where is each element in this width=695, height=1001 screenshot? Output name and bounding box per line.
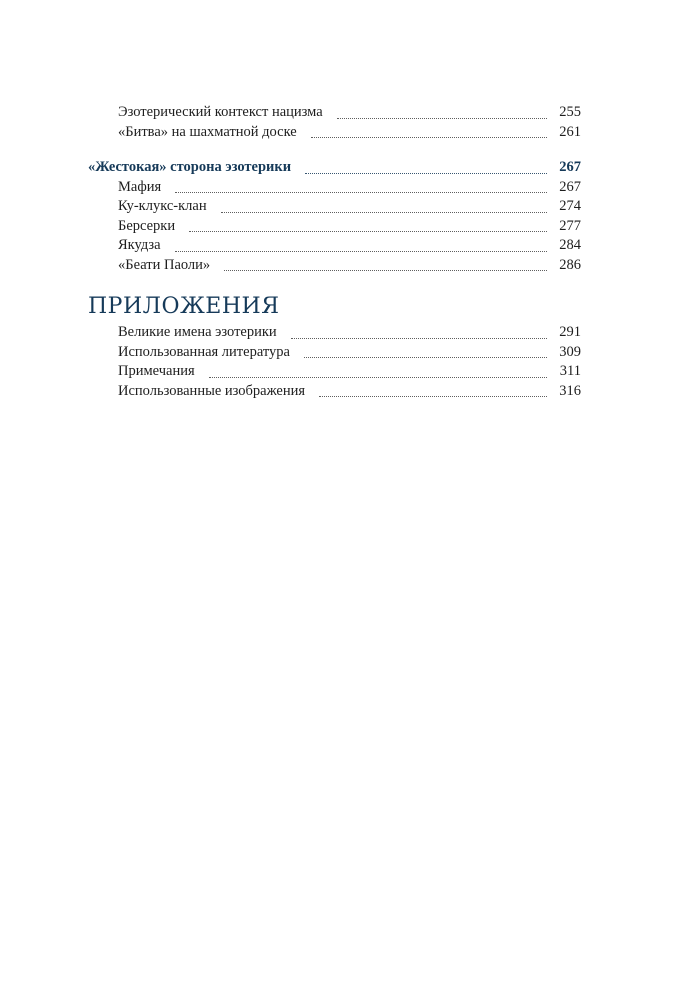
toc-entry-title: Использованные изображения	[118, 382, 306, 399]
toc-entry-page: 261	[559, 123, 581, 140]
toc-entry-title: Берсерки	[118, 217, 176, 234]
toc-entry	[88, 197, 581, 217]
appendix-heading: ПРИЛОЖЕНИЯ	[88, 294, 280, 319]
toc-entry-page: 291	[559, 324, 581, 340]
toc-entry-title: Великие имена эзотерики	[118, 324, 277, 340]
toc-entry-title: Примечания	[118, 363, 195, 379]
dot-leader	[224, 270, 547, 271]
dot-leader	[291, 338, 547, 339]
dot-leader	[305, 173, 547, 174]
toc-entry-title: Ку-клукс-клан	[118, 198, 207, 214]
toc-entry	[88, 123, 581, 143]
toc-chapter-entry	[88, 158, 581, 178]
dot-leader	[189, 231, 547, 232]
toc-top-group	[88, 103, 581, 142]
toc-entry-page: 309	[559, 343, 581, 360]
dot-leader	[175, 251, 547, 252]
toc-entry-page: 311	[559, 363, 581, 379]
toc-chapter-page: 267	[559, 159, 581, 175]
toc-entry	[88, 178, 581, 198]
toc-entry	[88, 256, 581, 276]
toc-entry	[88, 323, 581, 343]
toc-entry-title: «Битва» на шахматной доске	[118, 123, 297, 140]
toc-entry-title: «Беати Паоли»	[118, 256, 211, 273]
dot-leader	[304, 357, 547, 358]
toc-entry-title: Эзотерический контекст нацизма	[118, 104, 323, 120]
dot-leader	[337, 118, 547, 119]
dot-leader	[311, 137, 547, 138]
toc-entry-page: 284	[559, 237, 581, 253]
toc-entry	[88, 217, 581, 237]
toc-entry	[88, 362, 581, 382]
toc-entry-page: 255	[559, 104, 581, 120]
toc-entry-page: 274	[559, 198, 581, 214]
toc-entry-title: Мафия	[118, 178, 162, 195]
toc-entry-title: Использованная литература	[118, 343, 290, 360]
toc-chapter-group	[88, 158, 581, 275]
toc-entry-page: 267	[559, 178, 581, 195]
dot-leader	[221, 212, 547, 213]
toc-entry	[88, 103, 581, 123]
dot-leader	[209, 377, 547, 378]
toc-entry	[88, 382, 581, 402]
toc-entry-title: Якудза	[118, 237, 161, 253]
toc-entry	[88, 343, 581, 363]
toc-appendix-group	[88, 323, 581, 401]
toc-entry-page: 316	[559, 382, 581, 399]
toc-chapter-title: «Жестокая» сторона эзотерики	[88, 159, 292, 175]
toc-entry	[88, 236, 581, 256]
toc-entry-page: 286	[559, 256, 581, 273]
toc-entry-page: 277	[559, 217, 581, 234]
dot-leader	[175, 192, 547, 193]
dot-leader	[319, 396, 547, 397]
